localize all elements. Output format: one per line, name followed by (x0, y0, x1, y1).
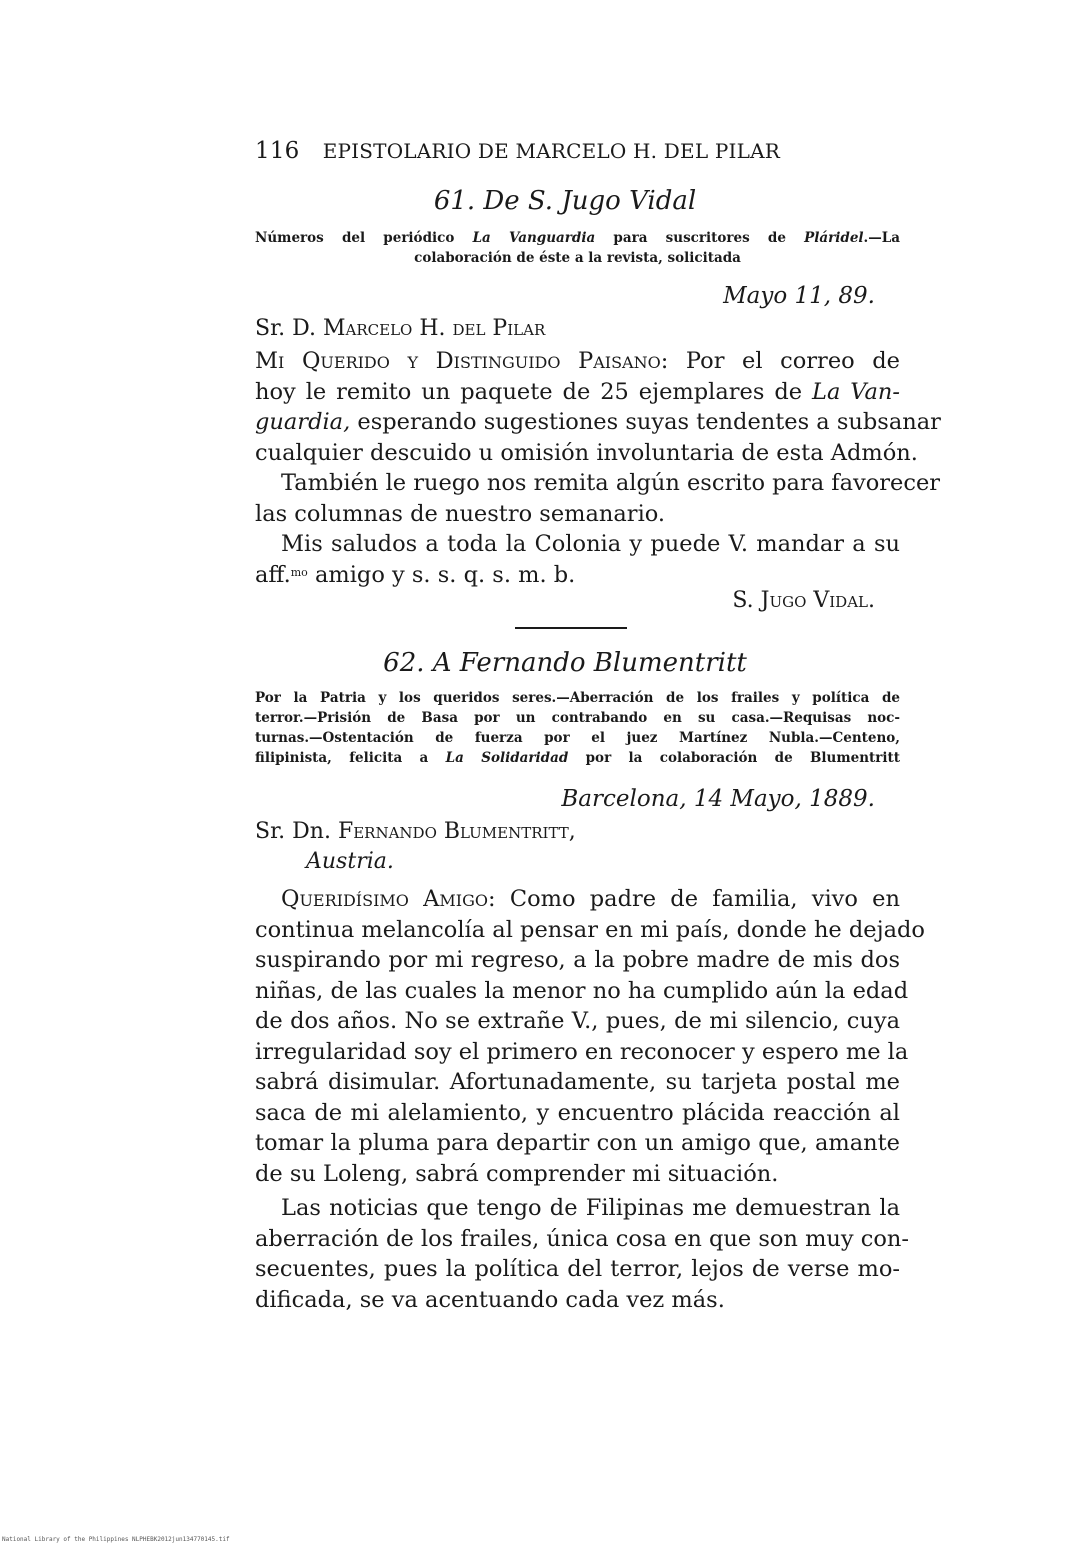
text-line: aff.$^{mo}$ amigo y s. s. q. s. m. b. (255, 561, 576, 588)
summary-line: filipinista, felicita a La Solidaridad por la colaboración de Blumentritt (255, 750, 900, 766)
text-line: Las noticias que tengo de Filipinas me demuestran la (281, 1195, 900, 1221)
letter-62-addressee: Sr. Dn. Fernando Blumentritt, (255, 819, 576, 844)
summary-line: turnas.—Ostentación de fuerza por el juez Martínez Nubla.—Centeno, (255, 730, 900, 746)
letter-61-summary (255, 228, 900, 268)
text-line: de su Loleng, sabrá comprender mi situación. (255, 1160, 779, 1187)
scan-footer: National Library of the Philippines NLPHEBK2012jun134770145.tif (2, 1536, 230, 1543)
text-line: suspirando por mi regreso, a la pobre madre de mis dos (255, 947, 900, 973)
text-line: aberración de los frailes, única cosa en que son muy con- (255, 1225, 910, 1252)
letter-62-title: 62. A Fernando Blumentritt (383, 648, 747, 678)
salutation: Mi Querido y Distinguido Paisano: (255, 348, 669, 374)
letter-62-body (255, 884, 925, 1315)
text-line: las columnas de nuestro semanario. (255, 500, 666, 527)
letter-61-signature: S. Jugo Vidal. (732, 588, 875, 613)
text-line: tomar la pluma para departir con un amigo que, amante (255, 1130, 900, 1156)
text-line: Mis saludos a toda la Colonia y puede V. mandar a su (281, 531, 900, 557)
letter-62-summary (255, 688, 900, 768)
text-line: cualquier descuido u omisión involuntaria de esta Admón. (255, 439, 918, 466)
text-line: Queridísimo Amigo: Como padre de familia, vivo en (281, 886, 900, 912)
salutation: Queridísimo Amigo: (281, 886, 496, 912)
text-line: dificada, se va acentuando cada vez más. (255, 1286, 725, 1313)
text-line: niñas, de las cuales la menor no ha cumplido aún la edad (255, 977, 909, 1004)
letter-62-date: Barcelona, 14 Mayo, 1889. (561, 786, 875, 812)
text-line: secuentes, pues la política del terror, lejos de verse mo- (255, 1256, 900, 1282)
text-line: hoy le remito un paquete de 25 ejemplares de La Van- (255, 378, 900, 405)
text-line: guardia, esperando sugestiones suyas tendentes a subsanar (255, 409, 941, 435)
text-line: saca de mi alelamiento, y encuentro plácida reacción al (255, 1099, 900, 1126)
text-line: continua melancolía al pensar en mi país, donde he dejado (255, 916, 925, 943)
letter-61-body (255, 346, 941, 590)
text-line: También le ruego nos remita algún escrito para favorecer (281, 470, 941, 496)
text-line: sabrá disimular. Afortunadamente, su tarjeta postal me (255, 1069, 900, 1095)
summary-line: Por la Patria y los queridos seres.—Aberración de los frailes y política de (255, 690, 900, 706)
summary-line: terror.—Prisión de Basa por un contrabando en su casa.—Requisas noc- (255, 710, 900, 726)
running-title: EPISTOLARIO DE MARCELO H. DEL PILAR (322, 139, 781, 163)
page-number: 116 (255, 138, 300, 164)
summary-line: colaboración de éste a la revista, solicitada (414, 250, 741, 266)
letter-61-date: Mayo 11, 89. (723, 283, 875, 309)
letter-62-place: Austria. (306, 849, 394, 874)
section-divider (515, 627, 627, 629)
text-line: Mi Querido y Distinguido Paisano: Por el correo de (255, 348, 900, 374)
text-line: de dos años. No se extrañe V., pues, de mi silencio, cuya (255, 1008, 900, 1034)
text-line: irregularidad soy el primero en reconocer y espero me la (255, 1038, 909, 1065)
letter-61-addressee: Sr. D. Marcelo H. del Pilar (255, 316, 546, 341)
summary-line: Números del periódico La Vanguardia para suscritores de Pláridel.—La (255, 230, 900, 246)
letter-61-title: 61. De S. Jugo Vidal (433, 186, 697, 216)
running-header (255, 138, 875, 164)
